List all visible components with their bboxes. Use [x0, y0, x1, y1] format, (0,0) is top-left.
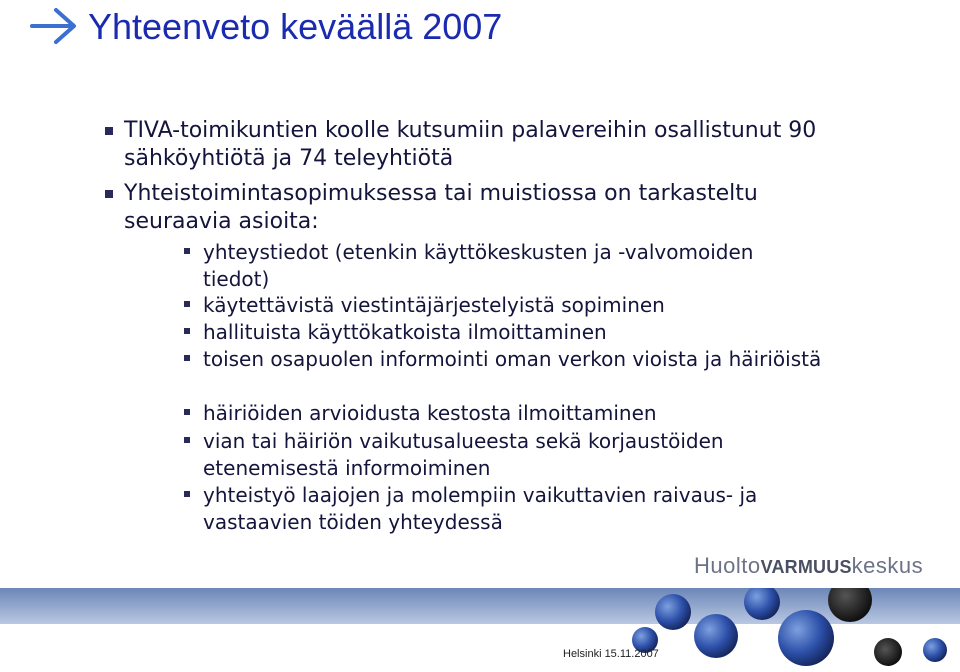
bullet-item: TIVA-toimikuntien koolle kutsumiin palavereihin osallistunut 90 sähköyhtiötä ja 74 teleyhtiötä: [124, 117, 844, 173]
sub-bullet-item: toisen osapuolen informointi oman verkon vioista ja häiriöistä: [203, 346, 823, 373]
sub-bullet-item: hallituista käyttökatkoista ilmoittaminen: [203, 319, 823, 346]
bullet-marker: [184, 328, 190, 334]
bullet-item: Yhteistoimintasopimuksessa tai muistiossa on tarkasteltu seuraavia asioita:: [124, 180, 844, 236]
bullet-marker: [184, 355, 190, 361]
bullet-marker: [184, 437, 190, 443]
sub-bullet-item: käytettävistä viestintäjärjestelyistä sopiminen: [203, 292, 823, 319]
footer-decoration: [0, 588, 960, 672]
logo: HuoltoVARMUUSkeskus: [694, 553, 924, 578]
bullet-marker: [184, 491, 190, 497]
bullet-marker: [105, 190, 113, 198]
sub-bullet-item: yhteystiedot (etenkin käyttökeskusten ja -valvomoiden tiedot): [203, 239, 823, 293]
arrow-icon: [28, 6, 80, 46]
sub-bullet-item: yhteistyö laajojen ja molempiin vaikuttavien raivaus- ja vastaavien töiden yhteydessä: [203, 482, 823, 536]
footer-date: Helsinki 15.11.2007: [563, 648, 659, 660]
sub-bullet-item: vian tai häiriön vaikutusalueesta sekä korjaustöiden etenemisestä informoiminen: [203, 428, 823, 482]
bullet-marker: [184, 301, 190, 307]
sub-bullet-item: häiriöiden arvioidusta kestosta ilmoittaminen: [203, 400, 823, 427]
bullet-marker: [184, 248, 190, 254]
slide-title: Yhteenveto keväällä 2007: [88, 6, 503, 47]
bullet-marker: [105, 127, 113, 135]
bullet-marker: [184, 409, 190, 415]
